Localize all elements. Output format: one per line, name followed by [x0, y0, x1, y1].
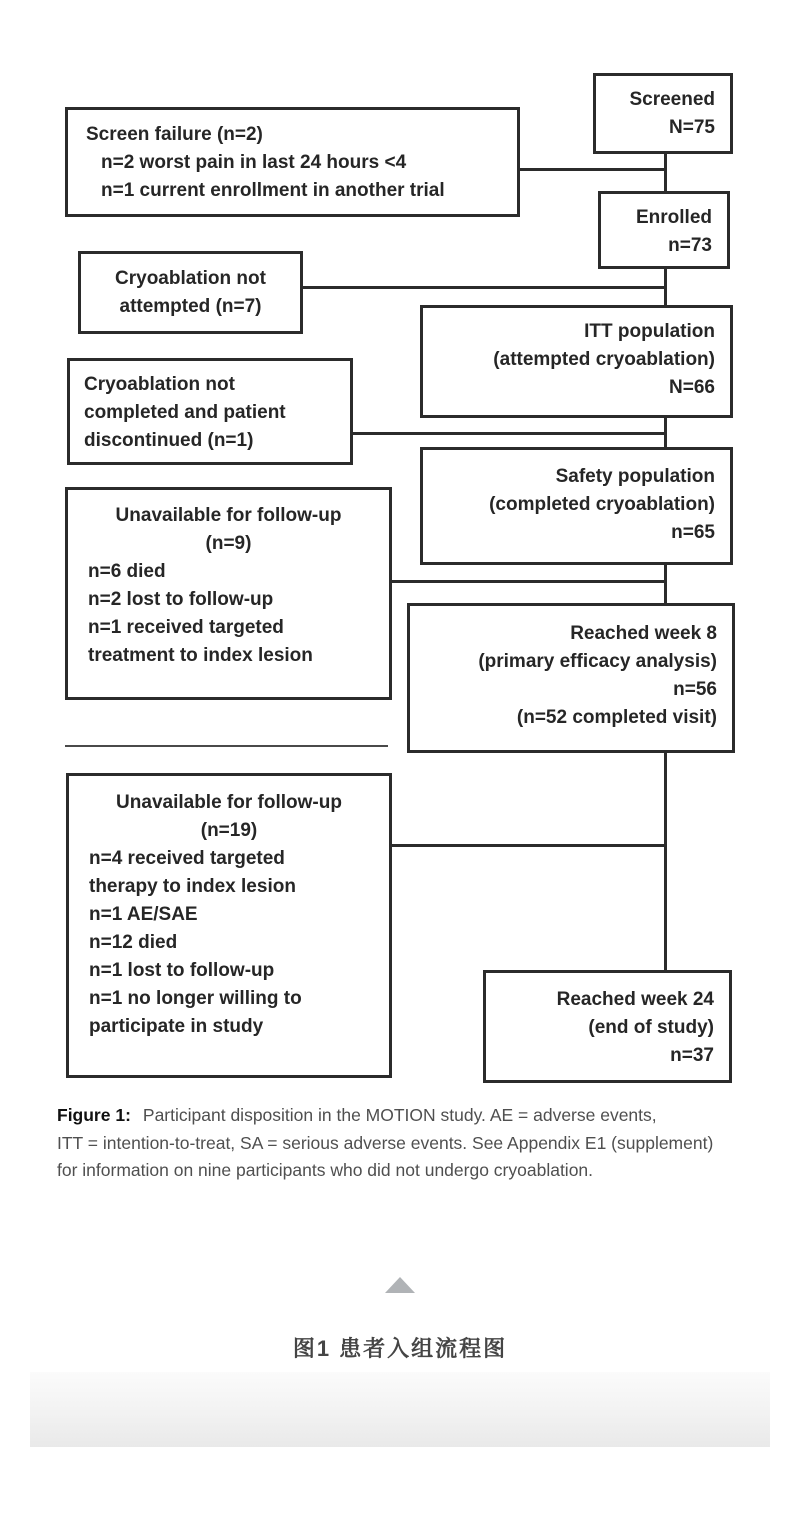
connector-week8-week24	[664, 753, 667, 970]
flow-box-week24: Reached week 24 (end of study) n=37	[483, 970, 732, 1083]
connector-cryo-not-completed	[353, 432, 667, 435]
collapse-figure-button[interactable]	[370, 1272, 430, 1298]
flow-box-unavailable-wk8: Unavailable for follow-up (n=9) n=6 died n=2 lost to follow-up n=1 received targeted treatment to index lesion	[65, 487, 392, 700]
flow-box-safety-population: Safety population (completed cryoablation) n=65	[420, 447, 733, 565]
figure-caption-label: Figure 1:	[57, 1105, 131, 1125]
connector-unavailable-wk8	[392, 580, 667, 583]
flow-box-screened: Screened N=75	[593, 73, 733, 154]
flow-box-screen-failure: Screen failure (n=2) n=2 worst pain in last 24 hours <4 n=1 current enrollment in another trial	[65, 107, 520, 217]
bottom-panel	[30, 1372, 770, 1447]
figure-caption-line3: for information on nine participants who did not undergo cryoablation.	[57, 1160, 594, 1180]
connector-safety-week8	[664, 565, 667, 603]
triangle-up-icon	[385, 1277, 415, 1293]
figure-caption-line2: ITT = intention-to-treat, SA = serious adverse events. See Appendix E1 (supplement)	[57, 1132, 714, 1153]
separator-line	[65, 745, 388, 747]
flow-box-unavailable-wk24: Unavailable for follow-up (n=19) n=4 received targeted therapy to index lesion n=1 AE/SAE n=12 died n=1 lost to follow-up n=1 no longer willing to participate in study	[66, 773, 392, 1078]
flow-box-enrolled: Enrolled n=73	[598, 191, 730, 269]
connector-screened-enrolled	[664, 154, 667, 191]
flow-box-itt-population: ITT population (attempted cryoablation) N=66	[420, 305, 733, 418]
figure-caption	[57, 1102, 767, 1185]
connector-unavailable-wk24	[392, 844, 667, 847]
figure-caption-zh: 图1 患者入组流程图	[292, 1336, 508, 1361]
connector-screen-failure	[520, 168, 667, 171]
flow-box-cryo-not-completed: Cryoablation not completed and patient discontinued (n=1)	[67, 358, 353, 465]
flow-box-cryo-not-attempted: Cryoablation not attempted (n=7)	[78, 251, 303, 334]
figure-caption-line1: Participant disposition in the MOTION study. AE = adverse events,	[142, 1105, 657, 1125]
flow-box-week8: Reached week 8 (primary efficacy analysis) n=56 (n=52 completed visit)	[407, 603, 735, 753]
connector-cryo-not-attempted	[303, 286, 667, 289]
